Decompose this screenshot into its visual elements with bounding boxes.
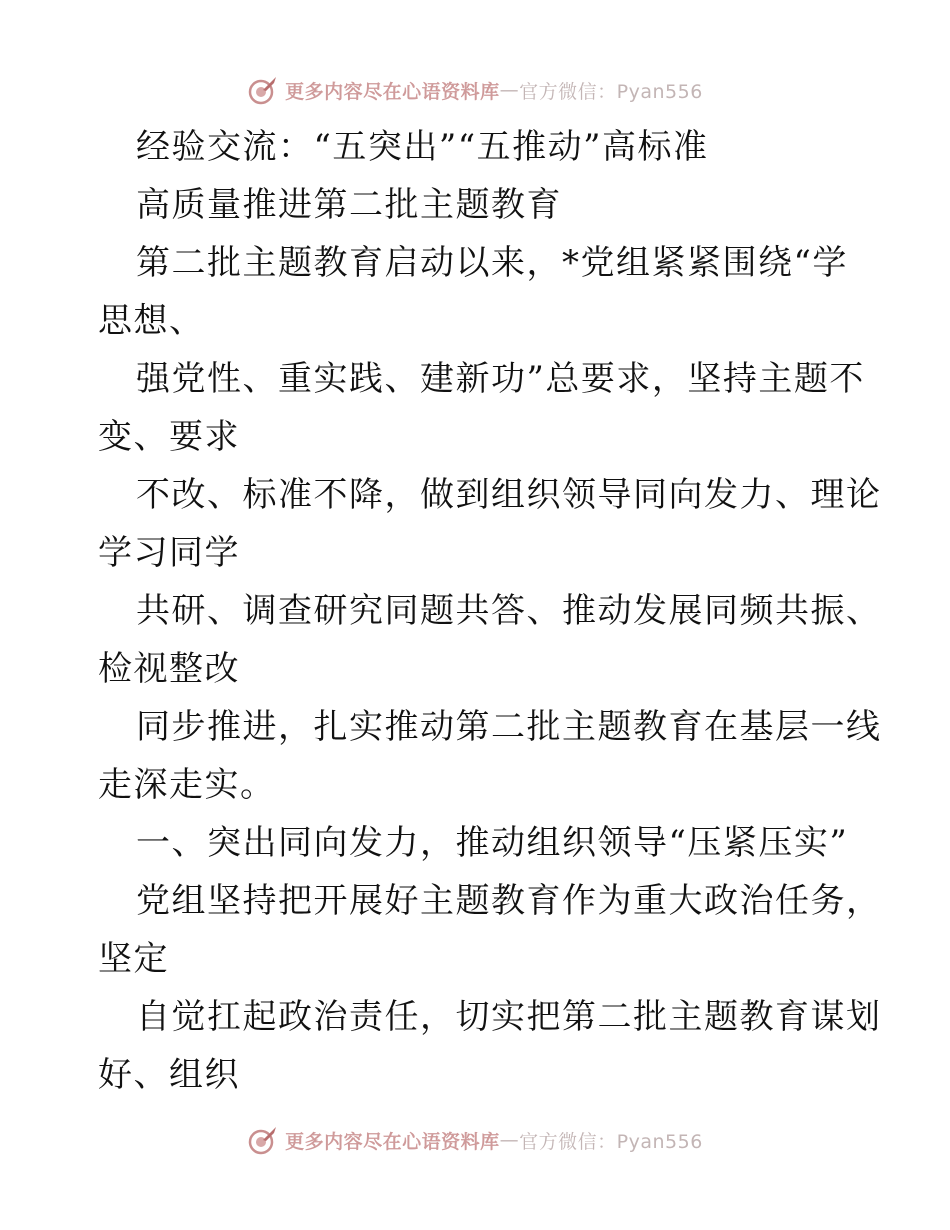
watermark-site-text: 更多内容尽在心语资料库 (285, 80, 500, 103)
text-line: 强党性、重实践、建新功”总要求，坚持主题不 (136, 359, 865, 399)
watermark-separator: — (499, 1129, 520, 1151)
text-line: 学习同学 (98, 533, 240, 573)
quill-circle-logo-icon (247, 1124, 279, 1156)
header-watermark (0, 70, 950, 110)
watermark-separator: — (499, 79, 520, 101)
text-line: 高质量推进第二批主题教育 (136, 185, 562, 225)
text-line: 经验交流：“五突出”“五推动”高标准 (136, 127, 709, 167)
text-line: 不改、标准不降，做到组织领导同向发力、理论 (136, 475, 882, 515)
text-line: 变、要求 (98, 417, 240, 457)
text-line: 检视整改 (98, 649, 240, 689)
section-heading: 一、突出同向发力，推动组织领导“压紧压实” (136, 823, 849, 863)
text-line: 同步推进，扎实推动第二批主题教育在基层一线 (136, 707, 882, 747)
text-line: 第二批主题教育启动以来，*党组紧紧围绕“学 (136, 243, 848, 283)
quill-circle-logo-icon (247, 74, 279, 106)
footer-watermark (0, 1120, 950, 1160)
text-line: 自觉扛起政治责任，切实把第二批主题教育谋划 (136, 997, 882, 1037)
text-line: 共研、调查研究同题共答、推动发展同频共振、 (136, 591, 882, 631)
text-line: 走深走实。 (98, 765, 276, 805)
watermark-site-text: 更多内容尽在心语资料库 (285, 1130, 500, 1153)
watermark-wechat-text: 官方微信：Pyan556 (519, 80, 703, 103)
text-line: 思想、 (98, 301, 205, 341)
text-line: 党组坚持把开展好主题教育作为重大政治任务， (136, 881, 882, 921)
text-line: 好、组织 (98, 1055, 240, 1095)
watermark-wechat-text: 官方微信：Pyan556 (519, 1130, 703, 1153)
document-body (98, 118, 882, 1104)
text-line: 坚定 (98, 939, 169, 979)
